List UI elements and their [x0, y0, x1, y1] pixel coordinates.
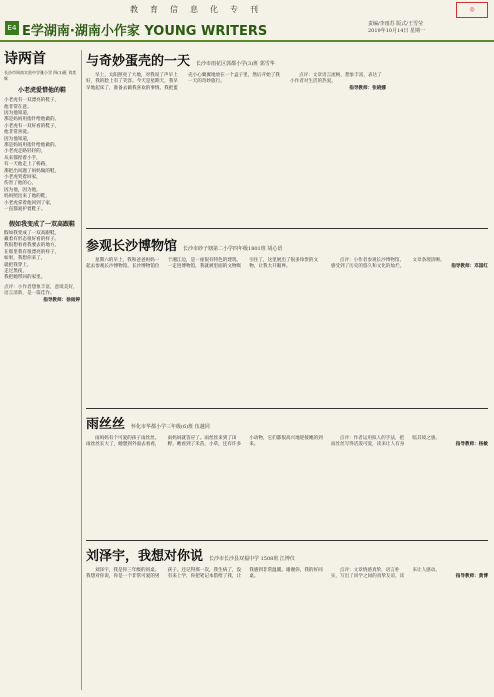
poem1-line: 小老虎拿着他回到了家，	[4, 200, 55, 206]
story-4-byline: 长沙市长沙县双福中学 1508班 江博仪	[209, 556, 295, 562]
poem1-line: 小老虎哭着回家，	[4, 175, 41, 181]
poem2-line: 我很想看看我要去的地方，	[4, 243, 60, 249]
story-2-byline: 长沙市砂子塘第二小学四年级1801班 胡心语	[183, 246, 283, 252]
editor-line: 责编/李雨苏 版式/王雪莹	[368, 21, 423, 27]
poem1-title: 小老虎爱惜他的鞋	[17, 87, 66, 95]
story-3-byline: 怀化市华都小学三年级(6)班 伍越同	[131, 424, 210, 430]
story-2-review: 点评：小作者参观长沙博物馆，感受到了历史的悠久和文化的灿烂，文章条理清晰。	[330, 258, 445, 270]
section-divider	[86, 408, 488, 409]
poem2-lines	[4, 231, 80, 282]
story-4-body: 刘泽宇，我是你三年级的同桌。我想对你说，你是一个非常可爱的男孩子。还记得那一次，我生病了，没有来上学，你把笔记本借给了我，让我感到非常温暖。谢谢你，我的好同桌。	[86, 568, 323, 580]
story-2	[86, 235, 488, 405]
poem2-line: 戴着有形态很好看的样子。	[4, 236, 60, 242]
poem1-line: 因为他知道，	[4, 136, 32, 142]
story-4	[86, 545, 488, 691]
section-title: E学湖南·湖南小作家 YOUNG WRITERS	[22, 24, 268, 39]
poem1-line: 那是妈妈用指针给他做的。	[4, 117, 60, 123]
poem2-line: 如果，我想你来了，	[4, 256, 46, 262]
story-3	[86, 413, 488, 538]
poem1-line: 伤害了他的心，	[4, 181, 37, 187]
poem2-line: 假如我变成了一双高跟鞋，	[4, 230, 60, 236]
poem1-line: 因为他知道，	[4, 111, 32, 116]
poem1-line: 一直都爱护着鞋子。	[4, 207, 46, 213]
section-divider	[86, 228, 488, 229]
story-1-byline: 长沙市雨花区郭都小学(3)班 郭雪华	[196, 61, 275, 67]
poem1-line: 妈妈照出来了他的鞋，	[4, 194, 50, 200]
poem1-line: 因为他，因为他，	[4, 187, 41, 193]
column-divider	[81, 50, 82, 690]
story-1-body: 早上，太阳照亮了大地，对我说了声早上好，我的脸上有了笑容。今天是星期天，我早早地起床了，准备去做我喜欢的事情。我把蛋壳小心翼翼地放在一个盒子里，然后开始了我一天的奇妙旅行。	[86, 73, 280, 91]
story-4-title: 刘泽宇，我想对你说	[86, 549, 204, 564]
poem2-teacher: 指导教师：徐雨婷	[43, 297, 80, 303]
poem2-line: 在那里我有很漂亮的样子，	[4, 249, 60, 255]
page-tag: E4	[5, 21, 19, 35]
story-3-body: 雨妈妈有个可爱的孩子雨丝丝。雨丝丝长大了，她想到外面去看看，雨妈妈就答应了。雨丝丝来到了田野，她看到了禾苗，小草，还有许多小动物，它们都很高兴地迎接她的到来。	[86, 436, 323, 448]
poem1-line: 小老虎有一双漂亮的鞋子，	[4, 98, 60, 104]
masthead-bar	[0, 0, 494, 18]
poem1-byline: 长沙市周南实验中学雅小学 四(1)班 刘奕辉	[4, 70, 77, 81]
story-4-teacher: 指导教师：黄博	[455, 574, 488, 580]
date-line: 2019年10月14日 星期一	[368, 28, 426, 34]
poem1-line: 那是妈妈用指针给他做的。	[4, 143, 60, 149]
page-header	[0, 18, 494, 42]
poem-column-heading: 诗两首	[4, 51, 46, 67]
story-3-teacher: 指导教师：杨敏	[455, 442, 488, 448]
poem1-line: 那把出问题了妈妈做的鞋，	[4, 168, 60, 174]
section-divider	[86, 540, 488, 541]
poem1-line: 从来都捏着小手，	[4, 155, 41, 161]
masthead-slogan: 教育信息化专刊	[130, 5, 270, 14]
story-1-teacher: 指导教师：张晓娜	[349, 85, 386, 91]
story-2-title: 参观长沙博物馆	[86, 239, 178, 254]
story-3-title: 雨丝丝	[86, 417, 126, 432]
story-2-teacher: 指导教师：邓国红	[451, 264, 488, 270]
poem1-line: 有一天他走上了桥路，	[4, 162, 50, 168]
poem2-line: 就把我穿上，	[4, 262, 32, 268]
poem1-line: 小老虎有一双好看的鞋子，	[4, 123, 60, 129]
poem2-line: 走过黑夜，	[4, 268, 27, 274]
poem1-line: 他非常在意。	[4, 104, 32, 110]
newspaper-logo-icon: ◎	[456, 2, 488, 18]
story-3-review: 点评：作者运用拟人的手法，把雨丝丝写得活泼可爱，读来让人有身临其境之感。	[330, 436, 440, 448]
poem2-review: 点评：小作者想象丰富，意境美好，语言清新，是一篇佳作。	[4, 284, 78, 297]
story-4-review: 点评：文章情感真挚，语言朴实，写出了同学之间的真挚友谊，读来让人感动。	[330, 568, 440, 580]
poem1-lines	[4, 98, 80, 213]
poem-column	[4, 50, 80, 690]
poem2-title: 假如我变成了一双高跟鞋	[8, 220, 75, 228]
header-meta	[368, 21, 425, 35]
story-1-review: 点评：文章语言流畅，想象丰富，表达了小作者对生活的热爱。	[290, 73, 382, 85]
poem1-line: 小老虎走路轻轻的，	[4, 149, 46, 155]
story-1	[86, 50, 488, 222]
poem2-line: 我把她带回的家里。	[4, 275, 46, 281]
story-2-body: 星期六的早上，我和爸爸妈妈一起去参观长沙博物馆。长沙博物馆位于湘江边，是一座很有特色的建筑。一走进博物馆，我就被里面的文物吸引住了，这里展出了很多珍贵的文物，让我大开眼界。	[86, 258, 319, 270]
story-1-title: 与奇妙蛋壳的一天	[86, 54, 191, 69]
poem1-line: 他非常喜爱。	[4, 130, 32, 136]
